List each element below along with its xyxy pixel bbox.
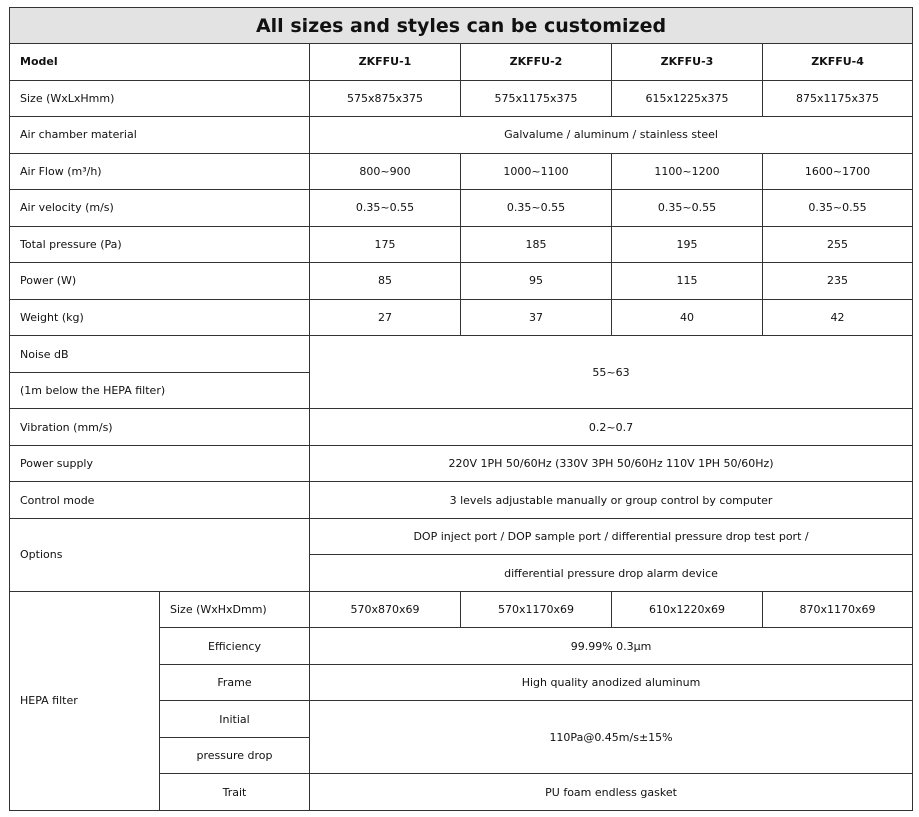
air-velocity-label: Air velocity (m/s) xyxy=(10,190,310,227)
noise-value: 55~63 xyxy=(310,336,913,409)
weight-value-1: 27 xyxy=(310,299,461,336)
table-row-total-pressure xyxy=(10,226,913,263)
spec-table xyxy=(9,7,913,811)
air-velocity-value-3: 0.35~0.55 xyxy=(612,190,763,227)
weight-value-3: 40 xyxy=(612,299,763,336)
air-flow-value-2: 1000~1100 xyxy=(461,153,612,190)
table-row-options xyxy=(10,518,913,555)
total-pressure-value-2: 185 xyxy=(461,226,612,263)
total-pressure-value-4: 255 xyxy=(763,226,913,263)
table-row-size xyxy=(10,80,913,117)
air-flow-value-1: 800~900 xyxy=(310,153,461,190)
options-value-line2: differential pressure drop alarm device xyxy=(310,555,913,592)
hepa-size-label: Size (WxHxDmm) xyxy=(160,591,310,628)
weight-value-2: 37 xyxy=(461,299,612,336)
power-label: Power (W) xyxy=(10,263,310,300)
table-row-noise xyxy=(10,336,913,373)
hepa-frame-label: Frame xyxy=(160,664,310,701)
vibration-label: Vibration (mm/s) xyxy=(10,409,310,446)
hepa-size-value-1: 570x870x69 xyxy=(310,591,461,628)
model-1: ZKFFU-1 xyxy=(310,44,461,81)
table-row-power xyxy=(10,263,913,300)
table-row-air-flow xyxy=(10,153,913,190)
hepa-filter-label: HEPA filter xyxy=(10,591,160,810)
air-flow-value-3: 1100~1200 xyxy=(612,153,763,190)
air-chamber-value: Galvalume / aluminum / stainless steel xyxy=(310,117,913,154)
control-mode-value: 3 levels adjustable manually or group control by computer xyxy=(310,482,913,519)
hepa-size-value-2: 570x1170x69 xyxy=(461,591,612,628)
hepa-frame-value: High quality anodized aluminum xyxy=(310,664,913,701)
vibration-value: 0.2~0.7 xyxy=(310,409,913,446)
size-value-2: 575x1175x375 xyxy=(461,80,612,117)
hepa-initial-label: Initial xyxy=(160,701,310,738)
table-row-vibration xyxy=(10,409,913,446)
table-row-control-mode xyxy=(10,482,913,519)
table-title: All sizes and styles can be customized xyxy=(10,8,913,44)
total-pressure-value-1: 175 xyxy=(310,226,461,263)
power-value-2: 95 xyxy=(461,263,612,300)
hepa-size-value-4: 870x1170x69 xyxy=(763,591,913,628)
options-label: Options xyxy=(10,518,310,591)
table-row-power-supply xyxy=(10,445,913,482)
table-row-air-velocity xyxy=(10,190,913,227)
model-3: ZKFFU-3 xyxy=(612,44,763,81)
control-mode-label: Control mode xyxy=(10,482,310,519)
hepa-trait-label: Trait xyxy=(160,774,310,811)
air-velocity-value-2: 0.35~0.55 xyxy=(461,190,612,227)
model-label: Model xyxy=(10,44,310,81)
hepa-pressure-drop-label: pressure drop xyxy=(160,737,310,774)
total-pressure-value-3: 195 xyxy=(612,226,763,263)
title-row xyxy=(10,8,913,44)
table-row-weight xyxy=(10,299,913,336)
hepa-size-value-3: 610x1220x69 xyxy=(612,591,763,628)
model-2: ZKFFU-2 xyxy=(461,44,612,81)
noise-label-line2: (1m below the HEPA filter) xyxy=(10,372,310,409)
size-value-1: 575x875x375 xyxy=(310,80,461,117)
power-value-4: 235 xyxy=(763,263,913,300)
air-velocity-value-1: 0.35~0.55 xyxy=(310,190,461,227)
noise-label-line1: Noise dB xyxy=(10,336,310,373)
weight-value-4: 42 xyxy=(763,299,913,336)
table-row-model xyxy=(10,44,913,81)
size-value-4: 875x1175x375 xyxy=(763,80,913,117)
size-value-3: 615x1225x375 xyxy=(612,80,763,117)
hepa-efficiency-label: Efficiency xyxy=(160,628,310,665)
table-row-air-chamber xyxy=(10,117,913,154)
options-value-line1: DOP inject port / DOP sample port / differential pressure drop test port / xyxy=(310,518,913,555)
hepa-efficiency-value: 99.99% 0.3μm xyxy=(310,628,913,665)
weight-label: Weight (kg) xyxy=(10,299,310,336)
power-value-1: 85 xyxy=(310,263,461,300)
air-flow-value-4: 1600~1700 xyxy=(763,153,913,190)
table-row-hepa-size xyxy=(10,591,913,628)
air-velocity-value-4: 0.35~0.55 xyxy=(763,190,913,227)
hepa-trait-value: PU foam endless gasket xyxy=(310,774,913,811)
power-value-3: 115 xyxy=(612,263,763,300)
size-label: Size (WxLxHmm) xyxy=(10,80,310,117)
hepa-initial-pressure-value: 110Pa@0.45m/s±15% xyxy=(310,701,913,774)
air-chamber-label: Air chamber material xyxy=(10,117,310,154)
power-supply-label: Power supply xyxy=(10,445,310,482)
total-pressure-label: Total pressure (Pa) xyxy=(10,226,310,263)
power-supply-value: 220V 1PH 50/60Hz (330V 3PH 50/60Hz 110V 1PH 50/60Hz) xyxy=(310,445,913,482)
air-flow-label: Air Flow (m³/h) xyxy=(10,153,310,190)
model-4: ZKFFU-4 xyxy=(763,44,913,81)
